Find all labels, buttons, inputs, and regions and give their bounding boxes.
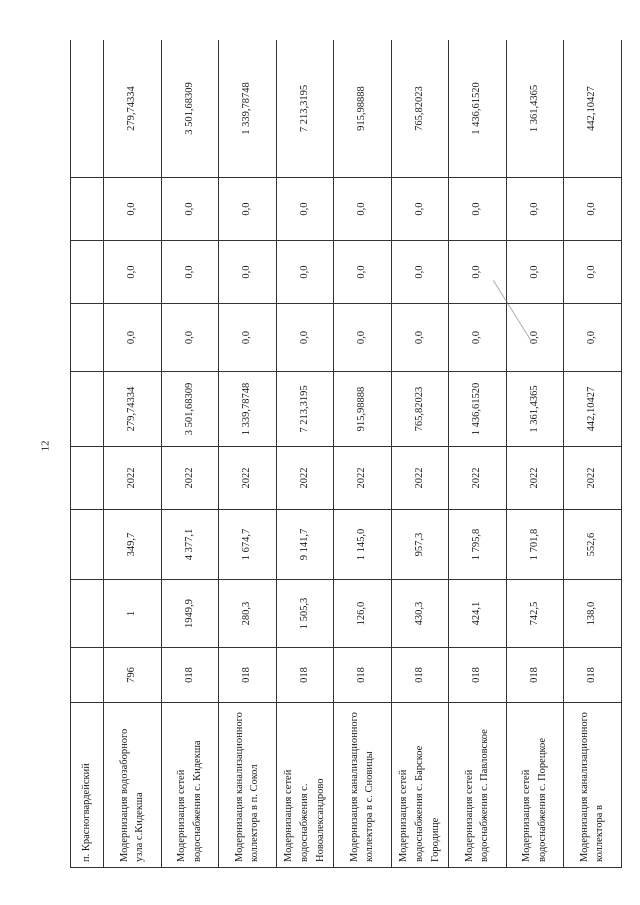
unit-code: 018	[161, 648, 219, 703]
total-value: 765,82023	[391, 372, 449, 447]
project-name: Модернизация канализационного коллектора в п. Сокол	[219, 703, 277, 868]
project-name: Модернизация водозаборного узла с.Кидекша	[104, 703, 162, 868]
funding-total: 3 501,68309	[161, 40, 219, 178]
table-row	[104, 40, 162, 868]
funding-3: 0,0	[219, 178, 277, 241]
table-row	[161, 40, 219, 868]
funding-1: 0,0	[449, 304, 507, 372]
quantity: 1	[104, 580, 162, 648]
year: 2022	[564, 447, 622, 510]
funding-2: 0,0	[564, 241, 622, 304]
table-row	[219, 40, 277, 868]
cost: 349,7	[104, 510, 162, 580]
total-value: 7 213,3195	[276, 372, 334, 447]
funding-1: 0,0	[334, 304, 392, 372]
funding-total: 1 436,61520	[449, 40, 507, 178]
funding-2: 0,0	[506, 241, 564, 304]
funding-1: 0,0	[276, 304, 334, 372]
funding-1: 0,0	[564, 304, 622, 372]
unit-code: 018	[564, 648, 622, 703]
total-value: 442,10427	[564, 372, 622, 447]
funding-3: 0,0	[334, 178, 392, 241]
total-value: 3 501,68309	[161, 372, 219, 447]
funding-2: 0,0	[276, 241, 334, 304]
funding-3: 0,0	[449, 178, 507, 241]
funding-2: 0,0	[449, 241, 507, 304]
quantity: 1949,9	[161, 580, 219, 648]
funding-1: 0,0	[506, 304, 564, 372]
cost: 957,3	[391, 510, 449, 580]
year: 2022	[104, 447, 162, 510]
funding-3: 0,0	[276, 178, 334, 241]
funding-total: 1 339,78748	[219, 40, 277, 178]
project-name: Модернизация сетей водоснабжения с. Порецкое	[506, 703, 564, 868]
unit-code: 018	[219, 648, 277, 703]
table-row	[334, 40, 392, 868]
total-value: 915,98888	[334, 372, 392, 447]
table-row	[391, 40, 449, 868]
page-number: 12	[39, 440, 52, 452]
cost: 9 141,7	[276, 510, 334, 580]
funding-3: 0,0	[564, 178, 622, 241]
project-name: Модернизация канализационного коллектора в с. Сновицы	[334, 703, 392, 868]
funding-1: 0,0	[391, 304, 449, 372]
funding-2: 0,0	[161, 241, 219, 304]
funding-3: 0,0	[104, 178, 162, 241]
document-page	[70, 40, 632, 868]
rotated-table-container	[70, 40, 632, 868]
unit-code: 796	[104, 648, 162, 703]
year: 2022	[161, 447, 219, 510]
total-value: 1 436,61520	[449, 372, 507, 447]
investment-program-table	[70, 40, 622, 868]
funding-1: 0,0	[161, 304, 219, 372]
funding-3: 0,0	[391, 178, 449, 241]
year: 2022	[219, 447, 277, 510]
funding-2: 0,0	[219, 241, 277, 304]
total-value: 279,74334	[104, 372, 162, 447]
funding-total: 915,98888	[334, 40, 392, 178]
unit-code: 018	[276, 648, 334, 703]
unit-code: 018	[334, 648, 392, 703]
year: 2022	[449, 447, 507, 510]
project-name: Модернизация сетей водоснабжения с. Новоалександрово	[276, 703, 334, 868]
funding-2: 0,0	[391, 241, 449, 304]
funding-1: 0,0	[104, 304, 162, 372]
cost: 1 674,7	[219, 510, 277, 580]
funding-2: 0,0	[334, 241, 392, 304]
year: 2022	[276, 447, 334, 510]
region-name: п. Красногвардейский	[71, 703, 104, 868]
cost: 552,6	[564, 510, 622, 580]
cost: 1 145,0	[334, 510, 392, 580]
quantity: 280,3	[219, 580, 277, 648]
funding-total: 442,10427	[564, 40, 622, 178]
funding-2: 0,0	[104, 241, 162, 304]
quantity: 430,3	[391, 580, 449, 648]
quantity: 424,1	[449, 580, 507, 648]
total-value: 1 339,78748	[219, 372, 277, 447]
project-name: Модернизация сетей водоснабжения с. Барское Городище	[391, 703, 449, 868]
table-row	[449, 40, 507, 868]
unit-code: 018	[391, 648, 449, 703]
cost: 4 377,1	[161, 510, 219, 580]
unit-code: 018	[449, 648, 507, 703]
funding-3: 0,0	[506, 178, 564, 241]
cost: 1 701,8	[506, 510, 564, 580]
project-name: Модернизация сетей водоснабжения с. Кидекша	[161, 703, 219, 868]
project-name: Модернизация канализационного коллектора в	[564, 703, 622, 868]
cost: 1 795,8	[449, 510, 507, 580]
region-row	[71, 40, 104, 868]
year: 2022	[391, 447, 449, 510]
funding-total: 1 361,4365	[506, 40, 564, 178]
year: 2022	[334, 447, 392, 510]
table-row	[564, 40, 622, 868]
project-name: Модернизация сетей водоснабжения с. Павловское	[449, 703, 507, 868]
unit-code: 018	[506, 648, 564, 703]
funding-total: 7 213,3195	[276, 40, 334, 178]
table-row	[276, 40, 334, 868]
table-row	[506, 40, 564, 868]
quantity: 742,5	[506, 580, 564, 648]
funding-1: 0,0	[219, 304, 277, 372]
quantity: 138,0	[564, 580, 622, 648]
funding-3: 0,0	[161, 178, 219, 241]
quantity: 1 505,3	[276, 580, 334, 648]
funding-total: 279,74334	[104, 40, 162, 178]
year: 2022	[506, 447, 564, 510]
funding-total: 765,82023	[391, 40, 449, 178]
total-value: 1 361,4365	[506, 372, 564, 447]
quantity: 126,0	[334, 580, 392, 648]
